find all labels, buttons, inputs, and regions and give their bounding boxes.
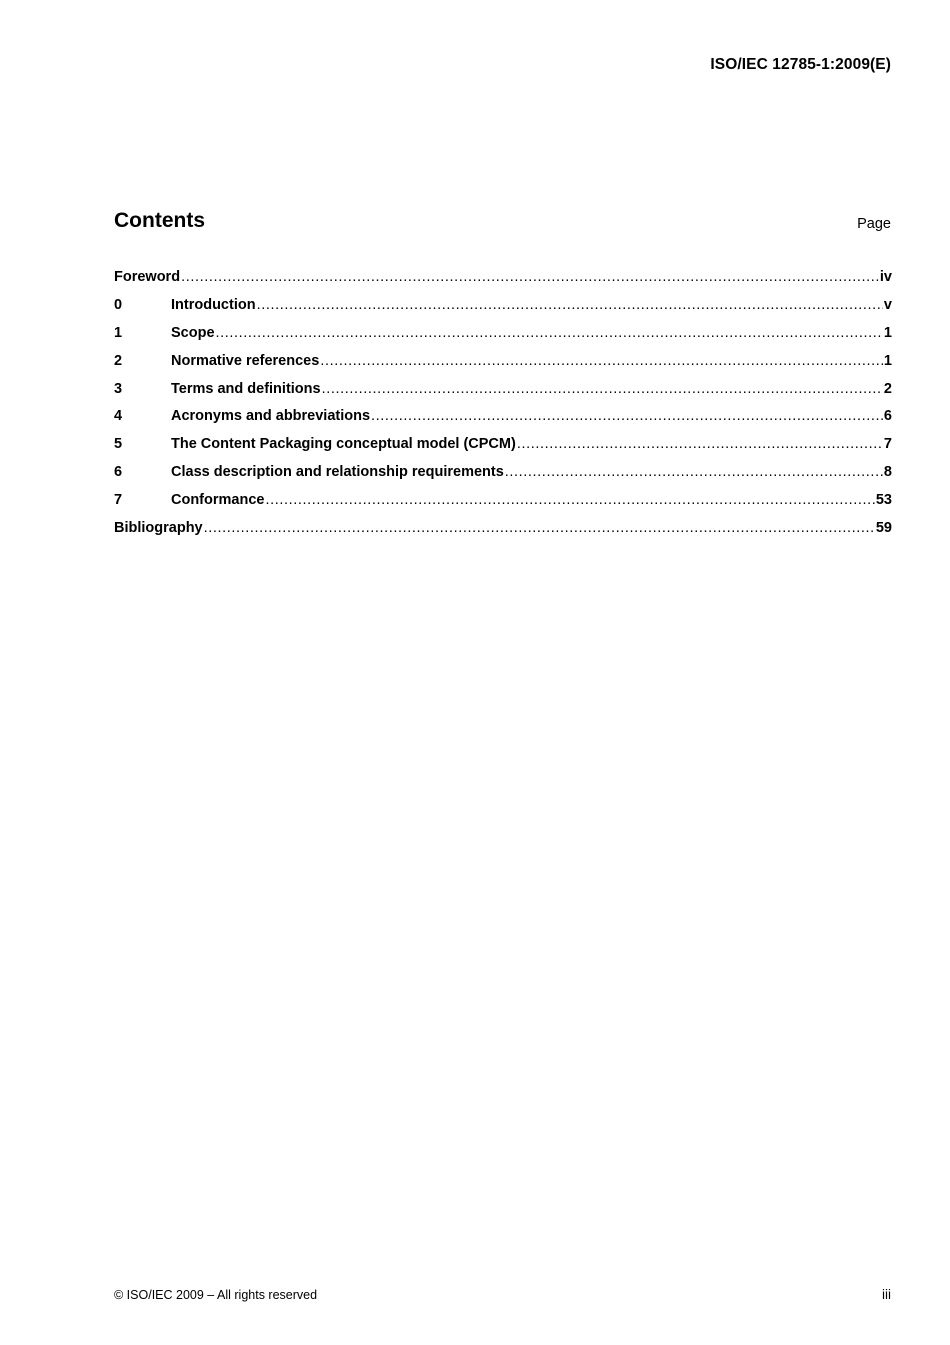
- toc-entry-title: Scope: [171, 324, 215, 341]
- document-identifier: ISO/IEC 12785-1:2009(E): [710, 56, 891, 73]
- toc-dot-leader: [257, 297, 883, 313]
- toc-entry-page: 53: [875, 492, 892, 509]
- toc-entry-class-description[interactable]: [114, 464, 892, 492]
- toc-entry-title: Acronyms and abbreviations: [171, 408, 371, 425]
- toc-entry-title: Normative references: [171, 352, 320, 369]
- toc-entry-number: 2: [114, 352, 123, 369]
- toc-entry-acronyms-and-abbreviations[interactable]: [114, 408, 892, 436]
- page-column-label: Page: [857, 216, 891, 232]
- toc-dot-leader: [265, 492, 874, 508]
- toc-entry-page: 1: [883, 352, 892, 369]
- toc-entry-scope[interactable]: [114, 325, 892, 353]
- toc-entry-foreword[interactable]: [114, 269, 892, 297]
- toc-dot-leader: [216, 325, 883, 341]
- toc-entry-title: Class description and relationship requirements: [171, 464, 504, 481]
- toc-dot-leader: [505, 464, 883, 480]
- toc-entry-page: v: [883, 296, 892, 313]
- contents-heading: Contents: [114, 209, 205, 232]
- toc-entry-page: 7: [883, 436, 892, 453]
- toc-entry-terms-and-definitions[interactable]: [114, 381, 892, 409]
- toc-entry-page: 59: [875, 520, 892, 537]
- toc-entry-number: 4: [114, 408, 123, 425]
- toc-entry-number: 0: [114, 296, 123, 313]
- toc-entry-number: 6: [114, 464, 123, 481]
- toc-dot-leader: [517, 436, 883, 452]
- toc-entry-page: iv: [879, 269, 892, 285]
- toc-entry-number: 3: [114, 380, 123, 397]
- toc-entry-introduction[interactable]: [114, 297, 892, 325]
- toc-dot-leader: [322, 381, 883, 397]
- toc-entry-normative-references[interactable]: [114, 353, 892, 381]
- toc-entry-title: Conformance: [171, 492, 265, 509]
- toc-dot-leader: [371, 408, 883, 424]
- toc-entry-number: 5: [114, 436, 123, 453]
- toc-entry-title: Terms and definitions: [171, 380, 321, 397]
- toc-entry-cpcm-model[interactable]: [114, 436, 892, 464]
- toc-entry-page: 6: [883, 408, 892, 425]
- footer-copyright: © ISO/IEC 2009 – All rights reserved: [114, 1288, 318, 1302]
- toc-entry-conformance[interactable]: [114, 492, 892, 520]
- toc-entry-title: Foreword: [114, 269, 181, 285]
- toc-entry-title: The Content Packaging conceptual model (CPCM): [171, 436, 516, 453]
- toc-dot-leader: [181, 269, 879, 285]
- toc-entry-bibliography[interactable]: [114, 520, 892, 548]
- toc-entry-title: Bibliography: [114, 520, 203, 537]
- toc-dot-leader: [320, 353, 883, 369]
- toc-dot-leader: [204, 520, 875, 536]
- toc-entry-page: 2: [883, 380, 892, 397]
- toc-entry-number: 1: [114, 324, 123, 341]
- toc-entry-page: 8: [883, 464, 892, 481]
- footer-page-number: iii: [882, 1287, 891, 1302]
- table-of-contents: [114, 269, 892, 548]
- toc-entry-page: 1: [883, 324, 892, 341]
- toc-entry-title: Introduction: [171, 296, 256, 313]
- toc-entry-number: 7: [114, 492, 123, 509]
